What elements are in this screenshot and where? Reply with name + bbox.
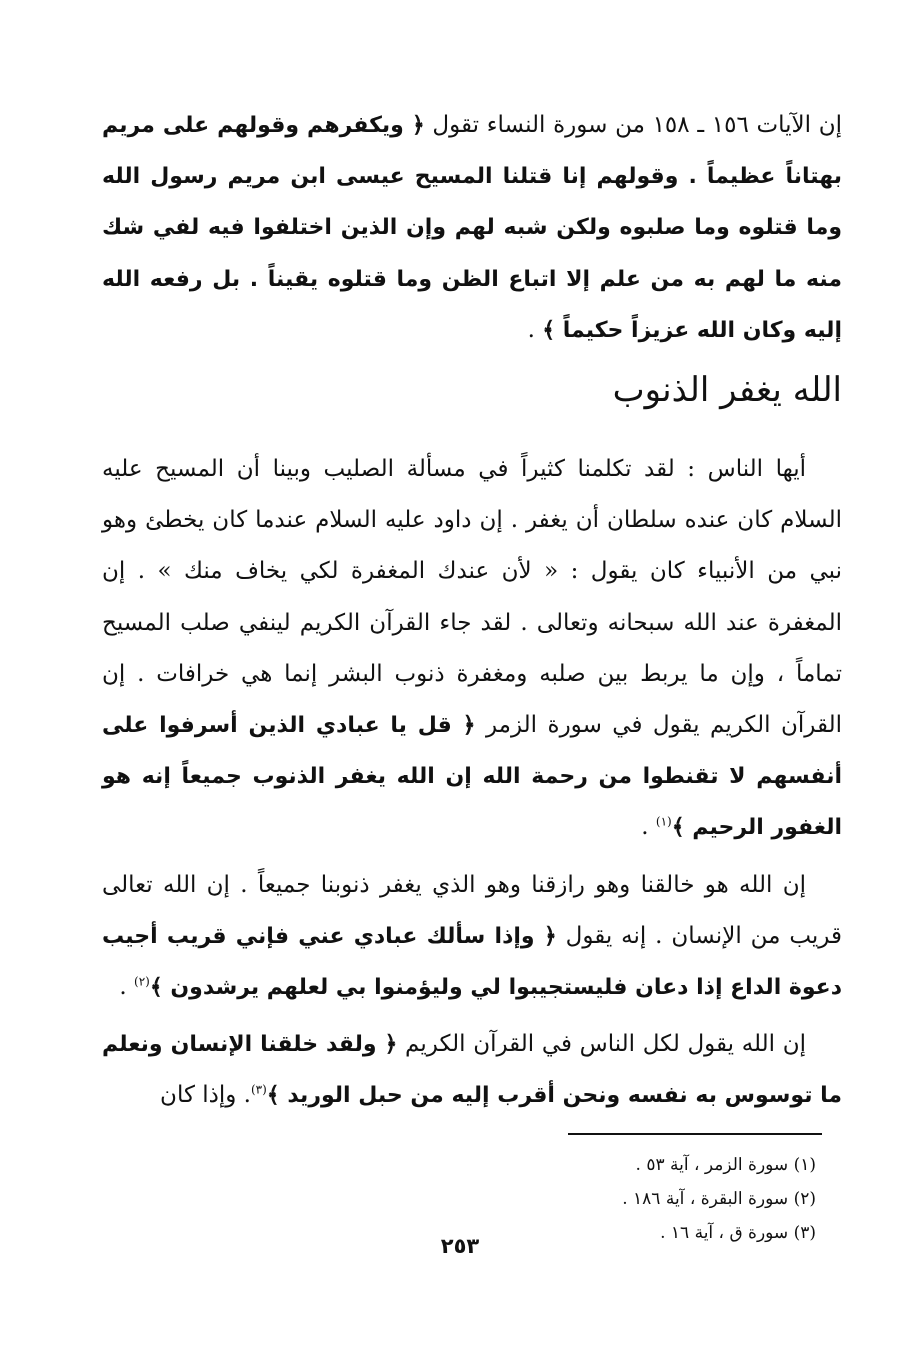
opening-tail: .	[527, 316, 543, 343]
paragraph-1-quran-quote: ﴿ قل يا عبادي الذين أسرفوا على أنفسهم لا تقنطوا من رحمة الله إن الله يغفر الذنوب جميعاً إنه هو الغفور الرحيم ﴾	[102, 713, 842, 841]
footnote-divider	[568, 1133, 822, 1135]
paragraph-1-text: أيها الناس : لقد تكلمنا كثيراً في مسألة الصليب وبينا أن المسيح عليه السلام كان عنده سلطان أن يغفر . إن داود عليه السلام عندما كان يخطئ وهو نبي من الأنبياء كان يقول : « لأن عندك المغفرة لكي يخاف منك » . إن المغفرة عند الله سبحانه وتعالى . لقد جاء القرآن الكريم لينفي صلب المسيح تماماً ، وإن ما يربط بين صلبه ومغفرة ذنوب البشر إنما هي خرافات . إن القرآن الكريم يقول في سورة الزمر	[102, 456, 842, 739]
footnote-1: (١) سورة الزمر ، آية ٥٣ .	[635, 1155, 816, 1175]
section-heading: الله يغفر الذنوب	[612, 370, 842, 411]
opening-lead: إن الآيات ١٥٦ ـ ١٥٨ من سورة النساء تقول	[432, 112, 842, 138]
paragraph-3-text: إن الله يقول لكل الناس في القرآن الكريم	[397, 1031, 806, 1058]
opening-paragraph	[102, 100, 842, 356]
footnote-3: (٣) سورة ق ، آية ١٦ .	[660, 1223, 816, 1243]
paragraph-2-quran-quote: ﴿ وإذا سألك عبادي عني فإني قريب أجيب دعوة الداع إذا دعان فليستجيبوا لي وليؤمنوا بي لعلهم يرشدون ﴾	[102, 923, 842, 1001]
footnote-ref-3: (٣)	[250, 1082, 267, 1097]
footnotes	[460, 1148, 816, 1250]
paragraph-1	[102, 444, 842, 854]
opening-quran-quote: ﴿ ويكفرهم وقولهم على مريم بهتاناً عظيماً . وقولهم إنا قتلنا المسيح عيسى ابن مريم رسول الله وما قتلوه وما صلبوه ولكن شبه لهم وإن الذين اختلفوا فيه لفي شك منه ما لهم به من علم إلا اتباع الظن وما قتلوه يقيناً . بل رفعه الله إليه وكان الله عزيزاً حكيماً ﴾	[102, 113, 842, 343]
paragraph-1-tail: .	[641, 814, 656, 841]
footnote-2: (٢) سورة البقرة ، آية ١٨٦ .	[622, 1189, 816, 1209]
paragraph-2	[102, 860, 842, 1014]
paragraph-3	[102, 1019, 842, 1121]
paragraph-2-tail: .	[119, 974, 135, 1001]
page-number: ٢٥٣	[440, 1234, 480, 1258]
paragraph-3-quran-quote: ﴿ ولقد خلقنا الإنسان ونعلم ما توسوس به نفسه ونحن أقرب إليه من حبل الوريد ﴾	[102, 1032, 842, 1109]
footnote-ref-2: (٢)	[134, 974, 150, 989]
paragraph-2-text: إن الله هو خالقنا وهو رازقنا وهو الذي يغفر ذنوبنا جميعاً . إن الله تعالى قريب من الإنسان . إنه يقول	[102, 871, 842, 949]
body-text	[102, 100, 842, 1122]
footnote-ref-1: (١)	[655, 814, 672, 829]
paragraph-3-tail: . وإذا كان	[160, 1082, 251, 1109]
